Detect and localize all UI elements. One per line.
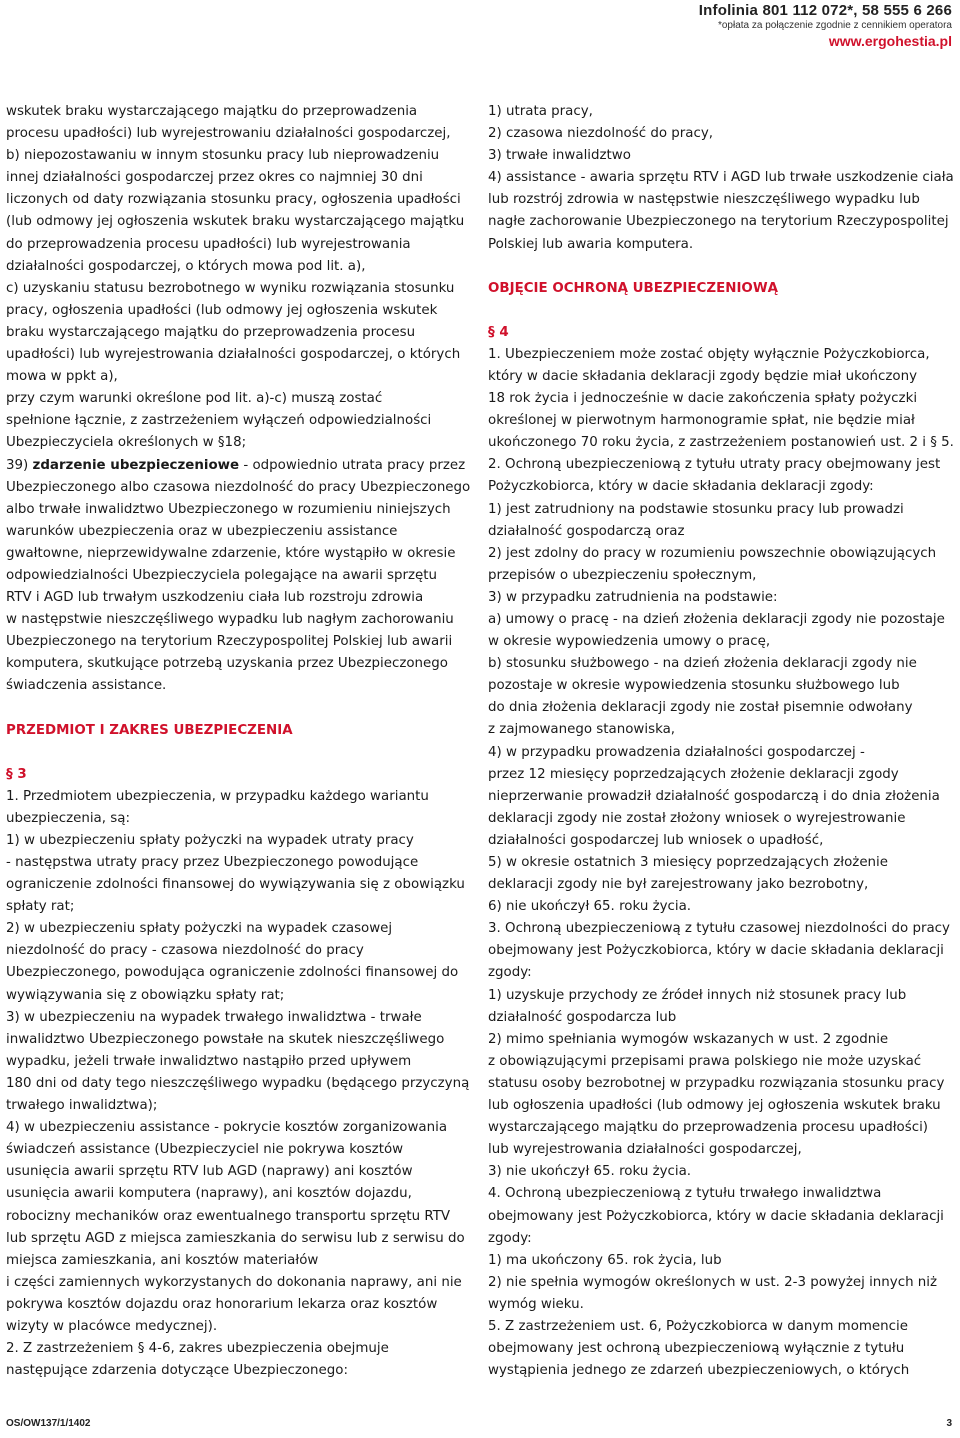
text-line: 4) w przypadku prowadzenia działalności gospodarczej - [488,744,865,760]
left-paragraph-a [6,101,476,455]
text-line: 3) w przypadku zatrudnienia na podstawie: [488,589,778,605]
text-line: upadłości) lub wyrejestrowania działalności gospodarczej, o których [6,347,461,363]
text-line: 1) w ubezpieczeniu spłaty pożyczki na wypadek utraty pracy [6,832,414,848]
text-line: lub wyrejestrowania działalności gospodarczej, [488,1142,802,1158]
text-line: działalność gospodarczą oraz [488,523,685,539]
text-line: wypadku, jeżeli trwałe inwalidztwo nastąpiło przed upływem [6,1053,412,1069]
text-line: działalność gospodarcza lub [488,1009,677,1025]
text-line: 4) assistance - awaria sprzętu RTV i AGD lub trwałe uszkodzenie ciała [488,170,954,186]
right-column [488,101,954,1382]
text-line: braku wystarczającego majątku do przeprowadzenia procesu [6,324,416,340]
text-line: wskutek braku wystarczającego majątku do przeprowadzenia [6,104,418,119]
text-line: miejsca zamieszkania, ani kosztów materiałów [6,1252,319,1268]
text-line: Pożyczkobiorca, który w dacie składania deklaracji zgody: [488,479,874,495]
text-line: w okresie wypowiedzenia umowy o pracę, [488,634,771,650]
text-line: 3. Ochroną ubezpieczeniową z tytułu czasowej niezdolności do pracy [488,921,950,937]
text-line: innej działalności gospodarczej przez okres co najmniej 30 dni [6,170,423,186]
left-paragraph-b [6,477,476,698]
text-line: wywiązywania się z obowiązku spłaty rat; [6,987,285,1003]
text-line: pokrywa kosztów dojazdu oraz honorarium lekarza oraz kosztów [6,1296,438,1312]
text-line: Polskiej lub awaria komputera. [488,236,694,252]
text-line: zgody: [488,965,532,981]
text-line: usunięcia awarii sprzętu RTV lub AGD (naprawy) ani kosztów [6,1164,413,1180]
text-line: b) stosunku służbowego - na dzień złożenia deklaracji zgody nie [488,656,917,672]
text-line: procesu upadłości) lub wyrejestrowaniu działalności gospodarczej, [6,126,451,142]
text-line: 6) nie ukończył 65. roku życia. [488,899,692,915]
text-line: Ubezpieczonego, powodująca ograniczenie zdolności finansowej do [6,965,459,981]
right-paragraph-b [488,344,954,1382]
text-line: wystąpienia jednego ze zdarzeń ubezpieczeniowych, o których [488,1363,910,1379]
text-line: 1) ma ukończony 65. rok życia, lub [488,1252,722,1268]
text-line: c) uzyskaniu statusu bezrobotnego w wyniku rozwiązania stosunku [6,280,455,296]
text-line: 2. Z zastrzeżeniem § 4-6, zakres ubezpieczenia obejmuje [6,1341,389,1357]
text-line: 18 rok życia i jednocześnie w dacie zakończenia spłaty pożyczki [488,391,918,407]
text-line: komputera, skutkujące potrzebą uzyskania przez Ubezpieczonego [6,656,448,672]
text-line: 2) w ubezpieczeniu spłaty pożyczki na wypadek czasowej [6,921,393,937]
text-line: 3) w ubezpieczeniu na wypadek trwałego inwalidztwa - trwałe [6,1009,422,1025]
text-line: 2) czasowa niezdolność do pracy, [488,126,714,142]
document-code: OS/OW137/1/1402 [6,1418,91,1429]
text-line: określonej w pierwotnym harmonogramie spłat, nie będzie miał [488,413,915,429]
text-line: nieprzerwanie prowadził działalność gospodarczą i do dnia złożenia [488,788,940,804]
text-line: lub rozstrój zdrowia w następstwie nieszczęśliwego wypadku lub [488,192,920,208]
text-line: świadczeń assistance (Ubezpieczyciel nie pokrywa kosztów [6,1142,404,1158]
left-paragraph-c [6,786,476,1383]
text-line: statusu osoby bezrobotnej w przypadku rozwiązania stosunku pracy [488,1075,945,1091]
text-line: 5. Z zastrzeżeniem ust. 6, Pożyczkobiorca w danym momencie [488,1318,908,1334]
text-line: w następstwie nieszczęśliwego wypadku lub nagłym zachorowaniu [6,612,454,628]
text-line: pozostaje w okresie wypowiedzenia stosunku służbowego lub [488,678,900,694]
text-line: 2) mimo spełniania wymogów wskazanych w ust. 2 zgodnie [488,1031,889,1047]
left-column [6,101,476,1382]
text-line: i części zamiennych wykorzystanych do dokonania naprawy, ani nie [6,1274,462,1290]
text-line: pracy, ogłoszenia upadłości (lub odmowy jej ogłoszenia wskutek [6,302,438,318]
text-line: obejmowany jest ochroną ubezpieczeniową wyłącznie z tytułu [488,1341,905,1357]
right-paragraph-a [488,101,954,256]
text-line: który w dacie składania deklaracji zgody będzie miał ukończony [488,368,918,384]
page-header [552,0,952,49]
text-line: 5) w okresie ostatnich 3 miesięcy poprzedzających złożenie [488,855,888,870]
text-line: trwałego inwalidztwa); [6,1098,158,1114]
text-line: - następstwa utraty pracy przez Ubezpieczonego powodujące [6,855,419,870]
text-line: lub sprzętu AGD z miejsca zamieszkania do serwisu lub z serwisu do [6,1230,465,1246]
website-link[interactable]: www.ergohestia.pl [828,33,952,49]
section-number-4: § 4 [488,324,509,340]
text-line: 2. Ochroną ubezpieczeniową z tytułu utraty pracy obejmowany jest [488,457,941,473]
page-number: 3 [946,1418,952,1429]
text-line: deklaracji zgody nie był zarejestrowany jako bezrobotny, [488,877,869,893]
text-line: Ubezpieczyciela określonych w §18; [6,435,247,451]
text-line: spłaty rat; [6,899,75,915]
text-line: następujące zdarzenia dotyczące Ubezpieczonego: [6,1363,348,1379]
text-line: Ubezpieczonego na terytorium Rzeczypospolitej Polskiej lub awarii [6,634,453,650]
text-line: 3) trwałe inwalidztwo [488,148,631,164]
text-line: 4) w ubezpieczeniu assistance - pokrycie kosztów zorganizowania [6,1120,448,1136]
text-line: RTV i AGD lub trwałym uszkodzeniu ciała lub rozstroju zdrowia [6,590,424,606]
hotline-text: Infolinia 801 112 072*, 58 555 6 266 [698,2,952,19]
text-line: z obowiązującymi przepisami prawa polskiego nie może uzyskać [488,1053,922,1069]
text-line: 2) jest zdolny do pracy w rozumieniu powszechnie obowiązujących [488,545,937,561]
text-line: do dnia złożenia deklaracji zgody nie został pisemnie odwołany [488,700,913,716]
section-number-3: § 3 [6,766,27,782]
text-line: liczonych od daty rozwiązania stosunku pracy, ogłoszenia upadłości [6,192,461,208]
text-line: ubezpieczenia, są: [6,810,130,826]
text-line: inwalidztwo Ubezpieczonego powstałe na skutek nieszczęśliwego [6,1031,445,1047]
text-line: 1. Ubezpieczeniem może zostać objęty wyłącznie Pożyczkobiorca, [488,346,930,362]
text-line: warunków ubezpieczenia oraz w ubezpieczeniu assistance [6,523,398,539]
text-line: 1) uzyskuje przychody ze źródeł innych niż stosunek pracy lub [488,987,907,1003]
text-line: b) niepozostawaniu w innym stosunku pracy lub nieprowadzeniu [6,148,440,164]
text-line: 4. Ochroną ubezpieczeniową z tytułu trwałego inwalidztwa [488,1186,882,1202]
text-line: 180 dni od daty tego nieszczęśliwego wypadku (będącego przyczyną [6,1075,470,1091]
text-line: 3) nie ukończył 65. roku życia. [488,1164,692,1180]
text-line: ukończonego 70 roku życia, z zastrzeżeniem postanowień ust. 2 i § 5. [488,435,954,451]
text-line: 1) utrata pracy, [488,104,593,119]
text-line: niezdolność do pracy - czasowa niezdolność do pracy [6,943,364,959]
definition-term: zdarzenie ubezpieczeniowe [32,457,240,473]
hotline-note: *opłata za połączenie zgodnie z cennikiem operatora [717,20,952,31]
definition-39 [6,455,476,477]
text-line: do przeprowadzenia procesu upadłości) lub wyrejestrowania [6,236,411,252]
text-line: lub ogłoszenia upadłości (lub odmowy jej ogłoszenia wskutek braku [488,1098,941,1114]
text-line: obejmowany jest Pożyczkobiorca, który w dacie składania deklaracji [488,943,944,959]
text-line: usunięcia awarii komputera (naprawy), ani kosztów dojazdu, [6,1186,412,1202]
text-line: wymóg wieku. [488,1296,584,1312]
text-line: nagłe zachorowanie Ubezpieczonego na terytorium Rzeczypospolitej [488,214,949,230]
text-line: Ubezpieczonego albo czasowa niezdolność do pracy Ubezpieczonego [6,479,471,495]
text-line: obejmowany jest Pożyczkobiorca, który w dacie składania deklaracji [488,1208,944,1224]
text-line: 1) jest zatrudniony na podstawie stosunku pracy lub prowadzi [488,501,904,517]
text-line: ograniczenie zdolności finansowej do wywiązywania się z obowiązku [6,877,465,893]
text-line: zgody: [488,1230,532,1246]
text-line: świadczenia assistance. [6,678,167,694]
text-line: odpowiedzialności Ubezpieczyciela polegające na awarii sprzętu [6,567,437,583]
definition-text: - odpowiednio utrata pracy przez [239,457,466,473]
text-line: przy czym warunki określone pod lit. a)-c) muszą zostać [6,391,383,407]
text-line: przez 12 miesięcy poprzedzających złożenie deklaracji zgody [488,766,899,782]
text-line: z zajmowanego stanowiska, [488,722,676,738]
text-line: a) umowy o pracę - na dzień złożenia deklaracji zgody nie pozostaje [488,611,945,627]
text-line: (lub odmowy jej ogłoszenia wskutek braku wystarczającego majątku [6,214,465,230]
text-line: wizyty w placówce medycznej). [6,1318,218,1334]
text-line: deklaracji zgody nie został złożony wniosek o wyrejestrowanie [488,810,906,826]
text-line: gwałtowne, nieprzewidywalne zdarzenie, które wystąpiło w okresie [6,545,456,561]
text-line: wystarczającego majątku do przeprowadzenia procesu upadłości) [488,1120,929,1136]
text-line: robocizny mechaników oraz ewentualnego transportu sprzętu RTV [6,1208,451,1224]
text-line: działalności gospodarczej lub wniosek o upadłość, [488,832,824,848]
text-line: przepisów o ubezpieczeniu społecznym, [488,567,757,583]
text-line: albo trwałe inwalidztwo Ubezpieczonego w rozumieniu niniejszych [6,501,451,517]
text-line: spełnione łącznie, z zastrzeżeniem wyłączeń odpowiedzialności [6,413,432,429]
section-heading-coverage: OBJĘCIE OCHRONĄ UBEZPIECZENIOWĄ [488,280,778,296]
text-line: mowa w ppkt a), [6,369,118,385]
section-heading-subject: PRZEDMIOT I ZAKRES UBEZPIECZENIA [6,722,293,738]
text-line: 1. Przedmiotem ubezpieczenia, w przypadku każdego wariantu [6,788,429,804]
text-line: działalności gospodarczej, o których mowa pod lit. a), [6,258,366,274]
definition-number: 39) [6,457,33,473]
text-line: 2) nie spełnia wymogów określonych w ust. 2-3 powyżej innych niż [488,1274,938,1290]
